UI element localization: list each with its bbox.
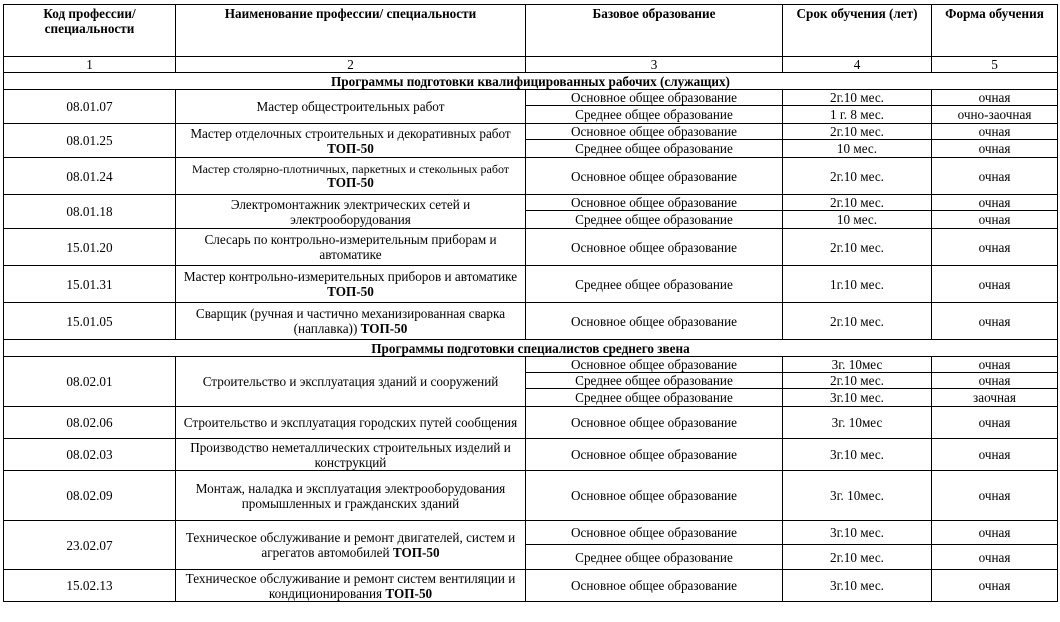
study-duration: 3г.10 мес. — [783, 389, 932, 407]
table-row — [4, 229, 1058, 266]
table-row — [4, 570, 1058, 602]
program-name — [176, 90, 526, 124]
study-form: очная — [932, 140, 1058, 158]
study-duration: 1г.10 мес. — [783, 266, 932, 303]
program-name — [176, 303, 526, 340]
study-form: очно-заочная — [932, 106, 1058, 124]
top50-badge: ТОП-50 — [360, 321, 408, 336]
study-duration: 3г. 10мес — [783, 407, 932, 439]
study-duration: 3г.10 мес. — [783, 570, 932, 602]
header-code: Код профессии/ специальности — [4, 5, 176, 57]
study-form: очная — [932, 521, 1058, 545]
header-form: Форма обучения — [932, 5, 1058, 57]
study-form: очная — [932, 229, 1058, 266]
study-duration: 10 мес. — [783, 140, 932, 158]
base-education: Основное общее образование — [526, 229, 783, 266]
study-form: очная — [932, 303, 1058, 340]
base-education: Основное общее образование — [526, 471, 783, 521]
programs-table — [3, 4, 1058, 602]
study-form: очная — [932, 439, 1058, 471]
program-name — [176, 357, 526, 407]
top50-badge: ТОП-50 — [327, 140, 374, 156]
study-form: очная — [932, 407, 1058, 439]
program-code: 08.02.09 — [4, 471, 176, 521]
study-form: очная — [932, 266, 1058, 303]
program-name — [176, 407, 526, 439]
study-form: очная — [932, 471, 1058, 521]
program-name — [176, 471, 526, 521]
table-row — [4, 195, 1058, 211]
program-name-text: Слесарь по контрольно-измерительным приборам и автоматике — [204, 232, 497, 262]
base-education: Основное общее образование — [526, 90, 783, 106]
base-education: Среднее общее образование — [526, 545, 783, 570]
study-duration: 2г.10 мес. — [783, 90, 932, 106]
section-title: Программы подготовки квалифицированных рабочих (служащих) — [4, 73, 1058, 90]
top50-badge: ТОП-50 — [327, 175, 374, 190]
study-duration: 2г.10 мес. — [783, 158, 932, 195]
table-row — [4, 357, 1058, 373]
base-education: Среднее общее образование — [526, 266, 783, 303]
base-education: Среднее общее образование — [526, 140, 783, 158]
header-row — [4, 5, 1058, 57]
header-education: Базовое образование — [526, 5, 783, 57]
base-education: Основное общее образование — [526, 357, 783, 373]
study-form: очная — [932, 373, 1058, 389]
program-name — [176, 521, 526, 570]
study-duration: 1 г. 8 мес. — [783, 106, 932, 124]
base-education: Основное общее образование — [526, 124, 783, 140]
base-education: Основное общее образование — [526, 303, 783, 340]
study-duration: 3г. 10мес. — [783, 471, 932, 521]
table-row — [4, 90, 1058, 106]
table-row — [4, 158, 1058, 195]
program-name-text: Мастер столярно-плотничных, паркетных и стекольных работ — [191, 162, 510, 176]
study-form: очная — [932, 570, 1058, 602]
program-name-text: Электромонтажник электрических сетей и электрооборудования — [230, 196, 471, 227]
base-education: Основное общее образование — [526, 407, 783, 439]
study-duration: 3г.10 мес. — [783, 439, 932, 471]
study-form: заочная — [932, 389, 1058, 407]
column-number: 3 — [526, 57, 783, 73]
study-form: очная — [932, 90, 1058, 106]
program-name-text: Строительство и эксплуатация городских путей сообщения — [183, 415, 518, 430]
column-number: 1 — [4, 57, 176, 73]
table-body — [4, 73, 1058, 602]
base-education: Среднее общее образование — [526, 389, 783, 407]
program-code: 08.01.25 — [4, 124, 176, 158]
base-education: Основное общее образование — [526, 570, 783, 602]
table-row — [4, 124, 1058, 140]
study-duration: 10 мес. — [783, 211, 932, 229]
study-form: очная — [932, 158, 1058, 195]
program-code: 15.01.20 — [4, 229, 176, 266]
study-duration: 2г.10 мес. — [783, 373, 932, 389]
study-form: очная — [932, 124, 1058, 140]
program-name-text: Мастер отделочных строительных и декоративных работ — [190, 125, 511, 141]
base-education: Среднее общее образование — [526, 373, 783, 389]
section-title: Программы подготовки специалистов среднего звена — [4, 340, 1058, 357]
study-duration: 2г.10 мес. — [783, 545, 932, 570]
column-number: 2 — [176, 57, 526, 73]
table-row — [4, 521, 1058, 545]
base-education: Основное общее образование — [526, 195, 783, 211]
study-duration: 2г.10 мес. — [783, 229, 932, 266]
program-name-text: Мастер контрольно-измерительных приборов и автоматике — [183, 269, 518, 284]
program-code: 23.02.07 — [4, 521, 176, 570]
program-name-text: Сварщик (ручная и частично механизированная сварка (наплавка)) — [195, 306, 506, 336]
program-code: 08.02.06 — [4, 407, 176, 439]
study-form: очная — [932, 357, 1058, 373]
program-name-text: Монтаж, наладка и эксплуатация электрооборудования промышленных и гражданских зданий — [195, 480, 506, 511]
top50-badge: ТОП-50 — [392, 545, 440, 560]
study-duration: 3г. 10мес — [783, 357, 932, 373]
study-form: очная — [932, 545, 1058, 570]
table-row — [4, 471, 1058, 521]
program-code: 15.02.13 — [4, 570, 176, 602]
column-number-row — [4, 57, 1058, 73]
base-education: Основное общее образование — [526, 521, 783, 545]
program-name-text: Техническое обслуживание и ремонт систем вентиляции и кондиционирования — [185, 570, 516, 601]
program-name-text: Техническое обслуживание и ремонт двигателей, систем и агрегатов автомобилей — [185, 530, 516, 560]
program-name-text: Мастер общестроительных работ — [256, 99, 445, 114]
program-code: 08.01.24 — [4, 158, 176, 195]
section-row — [4, 73, 1058, 90]
study-duration: 2г.10 мес. — [783, 124, 932, 140]
table-row — [4, 439, 1058, 471]
section-row — [4, 340, 1058, 357]
program-name — [176, 439, 526, 471]
program-name-text: Производство неметаллических строительных изделий и конструкций — [190, 439, 511, 470]
program-code: 08.01.07 — [4, 90, 176, 124]
program-name — [176, 195, 526, 229]
study-duration: 2г.10 мес. — [783, 195, 932, 211]
column-number: 4 — [783, 57, 932, 73]
base-education: Среднее общее образование — [526, 211, 783, 229]
table-row — [4, 303, 1058, 340]
study-form: очная — [932, 211, 1058, 229]
top50-badge: ТОП-50 — [385, 585, 433, 601]
program-code: 08.02.01 — [4, 357, 176, 407]
column-number: 5 — [932, 57, 1058, 73]
program-name — [176, 266, 526, 303]
header-name: Наименование профессии/ специальности — [176, 5, 526, 57]
program-name — [176, 229, 526, 266]
study-duration: 3г.10 мес. — [783, 521, 932, 545]
program-name — [176, 124, 526, 158]
base-education: Основное общее образование — [526, 439, 783, 471]
program-name — [176, 570, 526, 602]
program-code: 15.01.31 — [4, 266, 176, 303]
base-education: Основное общее образование — [526, 158, 783, 195]
top50-badge: ТОП-50 — [327, 284, 374, 299]
program-name-text: Строительство и эксплуатация зданий и сооружений — [202, 374, 499, 389]
program-code: 08.01.18 — [4, 195, 176, 229]
study-duration: 2г.10 мес. — [783, 303, 932, 340]
header-duration: Срок обучения (лет) — [783, 5, 932, 57]
study-form: очная — [932, 195, 1058, 211]
table-row — [4, 407, 1058, 439]
program-name — [176, 158, 526, 195]
base-education: Среднее общее образование — [526, 106, 783, 124]
program-code: 15.01.05 — [4, 303, 176, 340]
table-row — [4, 266, 1058, 303]
program-code: 08.02.03 — [4, 439, 176, 471]
